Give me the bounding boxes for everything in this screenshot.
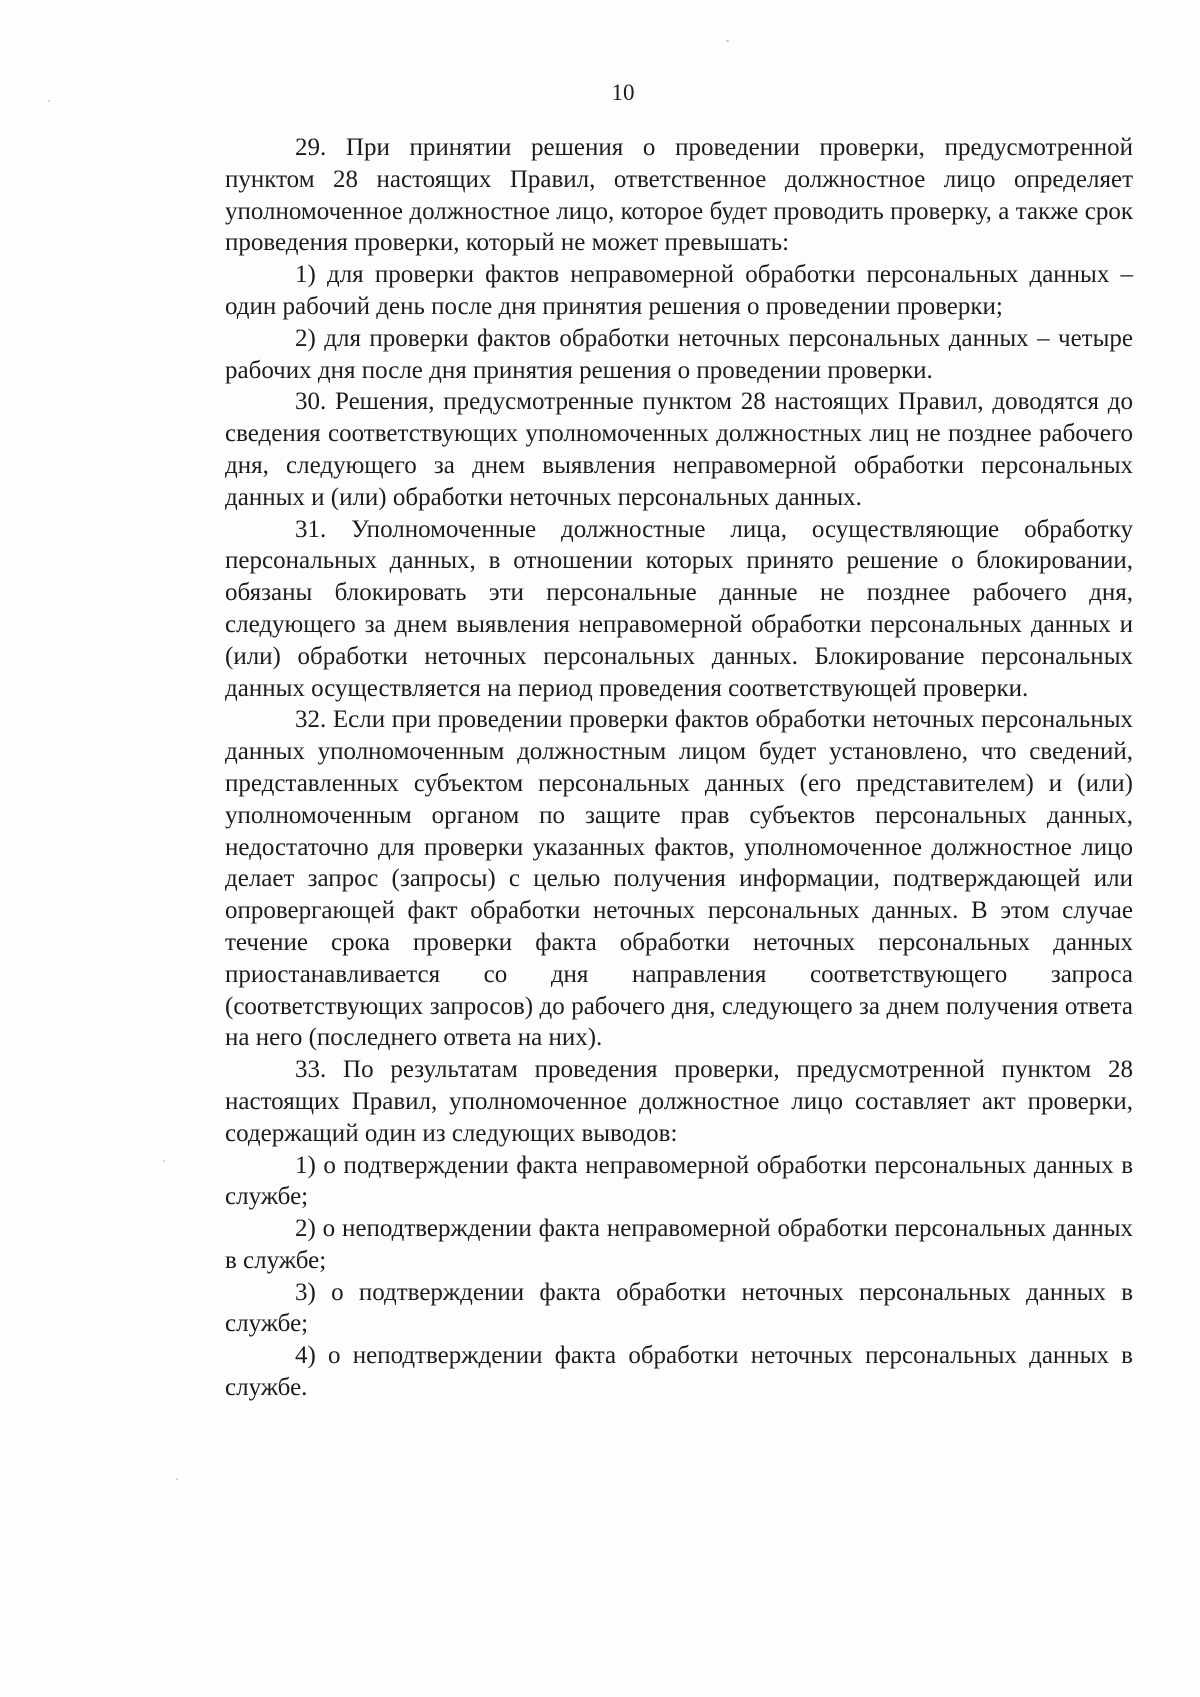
paragraph-33-item-4: 4) о неподтверждении факта обработки неточных персональных данных в службе. xyxy=(225,1342,1133,1402)
paragraph-29-item-1: 1) для проверки фактов неправомерной обработки персональных данных – один рабочий день после дня принятия решения о проведении проверки; xyxy=(225,261,1133,320)
scan-speck xyxy=(176,1478,178,1480)
scan-speck xyxy=(726,40,729,42)
document-body xyxy=(225,132,1133,1404)
paragraph-29: 29. При принятии решения о проведении проверки, предусмотренной пунктом 28 настоящих Правил, ответственное должностное лицо определяет уполномоченное должностное лицо, которое будет проводить проверку, а также срок проведения проверки, который не может превышать: xyxy=(225,134,1133,257)
scan-speck xyxy=(163,1160,165,1162)
paragraph-30: 30. Решения, предусмотренные пунктом 28 настоящих Правил, доводятся до сведения соответствующих уполномоченных должностных лиц не позднее рабочего дня, следующего за днем выявления неправомерной обработки персональных данных и (или) обработки неточных персональных данных. xyxy=(225,388,1133,511)
scan-speck xyxy=(48,100,50,102)
paragraph-33-item-1: 1) о подтверждении факта неправомерной обработки персональных данных в службе; xyxy=(225,1151,1133,1211)
paragraph-33-item-2: 2) о неподтверждении факта неправомерной обработки персональных данных в службе; xyxy=(225,1215,1133,1274)
paragraph-33: 33. По результатам проведения проверки, предусмотренной пунктом 28 настоящих Правил, уполномоченное должностное лицо составляет акт проверки, содержащий один из следующих выводов: xyxy=(225,1056,1133,1147)
paragraph-31: 31. Уполномоченные должностные лица, осуществляющие обработку персональных данных, в отношении которых принято решение о блокировании, обязаны блокировать эти персональные данные не позднее рабочего дня, следующего за днем выявления неправомерной обработки персональных данных и (или) обработки неточных персональных данных. Блокирование персональных данных осуществляется на период проведения соответствующей проверки. xyxy=(225,515,1133,702)
paragraph-33-item-3: 3) о подтверждении факта обработки неточных персональных данных в службе; xyxy=(225,1278,1133,1338)
page-number: 10 xyxy=(611,80,635,105)
paragraph-32: 32. Если при проведении проверки фактов обработки неточных персональных данных уполномоченным должностным лицом будет установлено, что сведений, представленных субъектом персональных данных (его представителем) и (или) уполномоченным органом по защите прав субъектов персональных данных, недостаточно для проверки указанных фактов, уполномоченное должностное лицо делает запрос (запросы) с целью получения информации, подтверждающей или опровергающей факт обработки неточных персональных данных. В этом случае течение срока проверки факта обработки неточных персональных данных приостанавливается со дня направления соответствующего запроса (соответствующих запросов) до рабочего дня, следующего за днем получения ответа на него (последнего ответа на них). xyxy=(225,706,1133,1052)
paragraph-29-item-2: 2) для проверки фактов обработки неточных персональных данных – четыре рабочих дня после дня принятия решения о проведении проверки. xyxy=(225,324,1133,384)
